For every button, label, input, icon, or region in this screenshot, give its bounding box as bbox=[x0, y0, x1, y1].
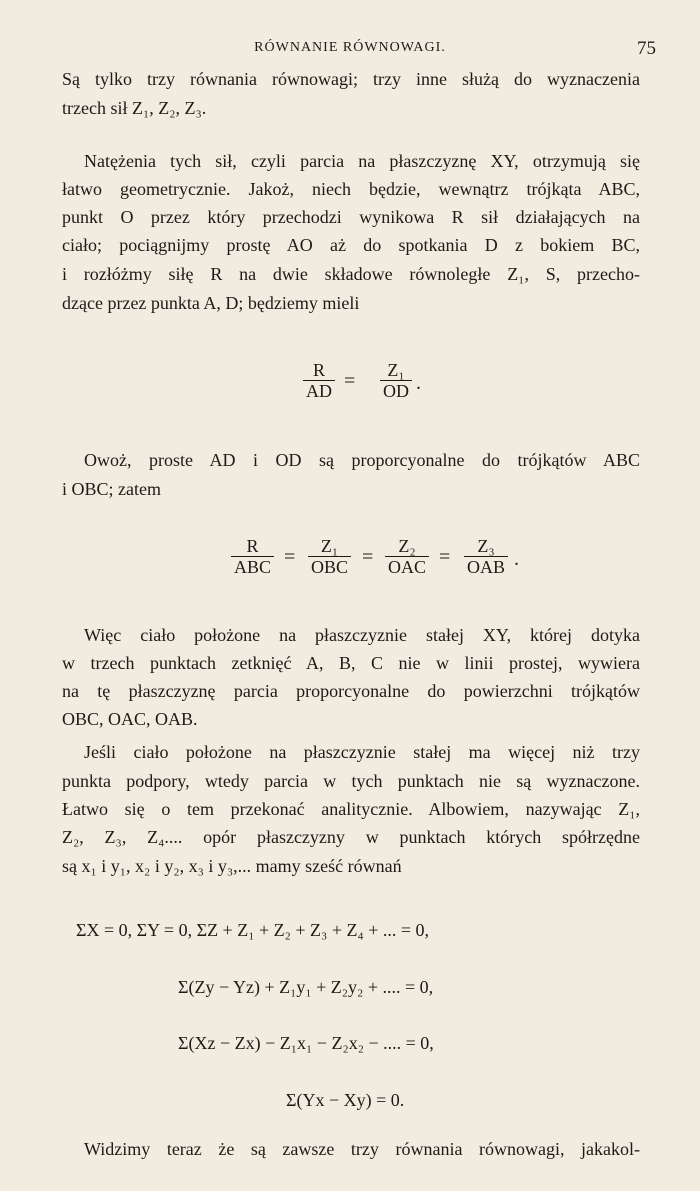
equation-moment-x: Σ(Zy − Yz) + Z₁y₁ + Z₂y₂ + .... = 0, bbox=[178, 977, 434, 997]
page-number: 75 bbox=[637, 38, 656, 59]
denominator: OD bbox=[380, 380, 412, 401]
text-line: Widzimy teraz że są zawsze trzy równania równowagi, jakakol- bbox=[84, 1139, 640, 1159]
numerator: Z₁ bbox=[320, 536, 339, 556]
text-line: Z₂, Z₃, Z₄.... opór płaszczyzny w punktach których spółrzędne bbox=[62, 827, 640, 847]
denominator: OAB bbox=[464, 556, 508, 577]
text-line: są x₁ i y₁, x₂ i y₂, x₃ i y₃,... mamy sześć równań bbox=[62, 856, 402, 876]
text-line: trzech sił Z₁, Z₂, Z₃. bbox=[62, 98, 207, 118]
text-line: Więc ciało położone na płaszczyznie stałej XY, której dotyka bbox=[84, 625, 640, 645]
page-header bbox=[0, 38, 700, 60]
text-line: łatwo geometrycznie. Jakoż, niech będzie, wewnątrz trójkąta ABC, bbox=[62, 179, 640, 199]
period: . bbox=[416, 372, 421, 394]
numerator: R bbox=[246, 536, 259, 556]
fraction-z1-od bbox=[380, 360, 412, 401]
numerator: Z₂ bbox=[398, 536, 416, 556]
denominator: ABC bbox=[231, 556, 274, 577]
text-line: punkt O przez który przechodzi wynikowa R sił działających na bbox=[62, 207, 640, 227]
equation-moment-z: Σ(Yx − Xy) = 0. bbox=[286, 1090, 405, 1110]
numerator: R bbox=[312, 360, 325, 380]
text-line: w trzech punktach zetknięć A, B, C nie w linii prostej, wywiera bbox=[62, 653, 640, 673]
equals-sign: = bbox=[439, 546, 451, 568]
text-line: punkta podpory, wtedy parcia w tych punktach nie są wyznaczone. bbox=[62, 771, 640, 791]
text-line: na tę płaszczyznę parcia proporcyonalne do powierzchni trójkątów bbox=[62, 681, 640, 701]
running-title: RÓWNANIE RÓWNOWAGI. bbox=[254, 40, 446, 55]
fraction-z3-oab bbox=[464, 536, 508, 577]
equals-sign: = bbox=[284, 546, 296, 568]
denominator: OBC bbox=[308, 556, 351, 577]
text-line: Są tylko trzy równania równowagi; trzy inne służą do wyznaczenia bbox=[62, 69, 640, 89]
text-line: Natężenia tych sił, czyli parcia na płaszczyznę XY, otrzymują się bbox=[84, 151, 640, 171]
text-line: ciało; pociągnijmy prostę AO aż do spotkania D z bokiem BC, bbox=[62, 235, 640, 255]
numerator: Z₃ bbox=[477, 536, 495, 556]
fraction-z1-obc bbox=[308, 536, 351, 577]
equals-sign: = bbox=[344, 370, 356, 392]
text-line: i OBC; zatem bbox=[62, 479, 161, 499]
text-line: Łatwo się o tem przekonać analitycznie. Albowiem, nazywając Z₁, bbox=[62, 799, 640, 819]
period: . bbox=[514, 548, 519, 570]
equals-sign: = bbox=[362, 546, 374, 568]
equation-sums-zero: ΣX = 0, ΣY = 0, ΣZ + Z₁ + Z₂ + Z₃ + Z₄ + ... = 0, bbox=[76, 920, 430, 940]
denominator: AD bbox=[303, 380, 335, 401]
text-line: OBC, OAC, OAB. bbox=[62, 709, 198, 729]
fraction-z2-oac bbox=[385, 536, 429, 577]
text-line: Owoż, proste AD i OD są proporcyonalne do trójkątów ABC bbox=[84, 450, 640, 470]
text-line: Jeśli ciało położone na płaszczyznie stałej ma więcej niż trzy bbox=[84, 742, 640, 762]
numerator: Z₁ bbox=[387, 360, 405, 380]
text-line: i rozłóżmy siłę R na dwie składowe równoległe Z₁, S, przecho- bbox=[62, 264, 640, 284]
denominator: OAC bbox=[385, 556, 429, 577]
text-line: dzące przez punkta A, D; będziemy mieli bbox=[62, 293, 360, 313]
equation-moment-y: Σ(Xz − Zx) − Z₁x₁ − Z₂x₂ − .... = 0, bbox=[178, 1033, 434, 1053]
fraction-r-ad bbox=[303, 360, 335, 401]
fraction-r-abc bbox=[231, 536, 274, 577]
